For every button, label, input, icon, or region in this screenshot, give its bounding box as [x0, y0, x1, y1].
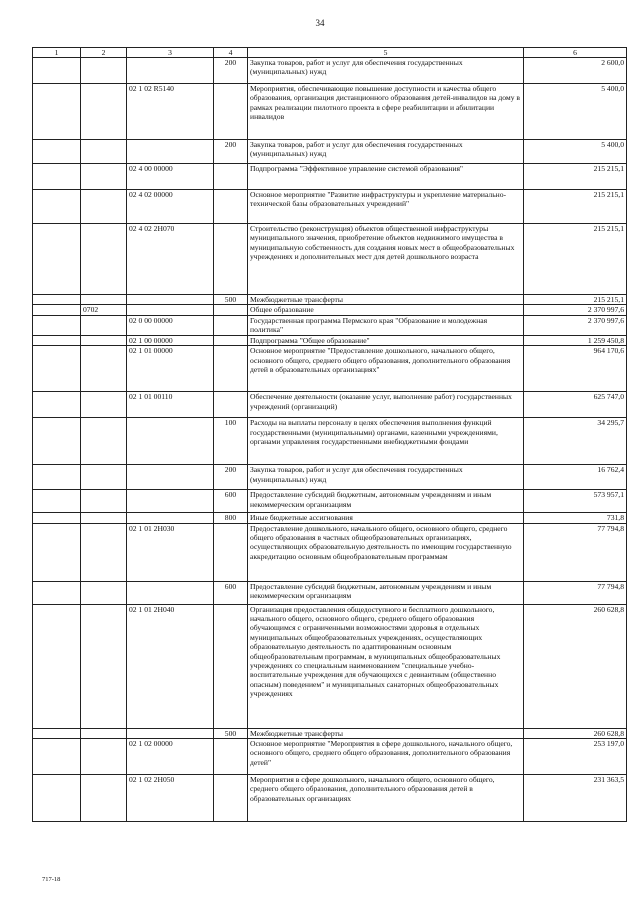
cell-empty — [33, 392, 81, 418]
table-row — [33, 190, 627, 224]
cell-empty — [33, 604, 81, 728]
cell-amount: 5 400,0 — [524, 140, 627, 164]
cell-amount: 5 400,0 — [524, 84, 627, 140]
table-row — [33, 490, 627, 513]
cell-amount: 215 215,1 — [524, 164, 627, 190]
cell-target-article: 02 1 02 2Н050 — [127, 775, 214, 822]
cell-target-article: 02 1 01 2Н040 — [127, 604, 214, 728]
table-row — [33, 140, 627, 164]
cell-section-code — [81, 295, 127, 305]
cell-description: Предоставление субсидий бюджетным, автономным учреждениям и иным некоммерческим организациям — [248, 581, 524, 604]
cell-empty — [33, 346, 81, 392]
cell-empty — [33, 465, 81, 490]
cell-expense-type — [214, 164, 248, 190]
cell-empty — [33, 728, 81, 738]
cell-target-article — [127, 58, 214, 84]
cell-empty — [33, 84, 81, 140]
cell-target-article — [127, 728, 214, 738]
cell-empty — [33, 335, 81, 345]
table-row — [33, 728, 627, 738]
cell-section-code — [81, 604, 127, 728]
table-row — [33, 465, 627, 490]
cell-target-article — [127, 513, 214, 523]
cell-expense-type — [214, 346, 248, 392]
cell-empty — [33, 315, 81, 335]
cell-empty — [33, 490, 81, 513]
table-row — [33, 523, 627, 581]
cell-empty — [33, 140, 81, 164]
cell-empty — [33, 775, 81, 822]
cell-section-code — [81, 418, 127, 465]
table-row — [33, 581, 627, 604]
cell-section-code — [81, 58, 127, 84]
cell-description: Государственная программа Пермского края "Образование и молодежная политика" — [248, 315, 524, 335]
cell-amount: 1 259 450,8 — [524, 335, 627, 345]
cell-target-article: 02 4 02 2Н070 — [127, 224, 214, 295]
cell-description: Обеспечение деятельности (оказание услуг, выполнение работ) государственных учреждений (организаций) — [248, 392, 524, 418]
cell-expense-type: 600 — [214, 581, 248, 604]
cell-target-article: 02 1 02 00000 — [127, 739, 214, 775]
column-number-row — [33, 48, 627, 58]
table-row — [33, 84, 627, 140]
cell-target-article: 02 1 00 00000 — [127, 335, 214, 345]
cell-description: Основное мероприятие "Развитие инфраструктуры и укрепление материально-технической базы образовательных учреждений" — [248, 190, 524, 224]
cell-expense-type: 200 — [214, 140, 248, 164]
cell-description: Подпрограмма "Эффективное управление системой образования" — [248, 164, 524, 190]
cell-target-article — [127, 140, 214, 164]
cell-description: Закупка товаров, работ и услуг для обеспечения государственных (муниципальных) нужд — [248, 140, 524, 164]
table-row — [33, 295, 627, 305]
cell-target-article: 02 1 01 2Н030 — [127, 523, 214, 581]
cell-empty — [33, 305, 81, 315]
cell-empty — [33, 581, 81, 604]
cell-amount: 2 370 997,6 — [524, 315, 627, 335]
cell-empty — [33, 418, 81, 465]
cell-empty — [33, 513, 81, 523]
cell-empty — [33, 224, 81, 295]
cell-amount: 215 215,1 — [524, 190, 627, 224]
cell-section-code — [81, 392, 127, 418]
cell-description: Межбюджетные трансферты — [248, 728, 524, 738]
cell-description: Межбюджетные трансферты — [248, 295, 524, 305]
cell-description: Расходы на выплаты персоналу в целях обеспечения выполнения функций государственными (муниципальными) органами, казенными учреждениями, органами управления государственными внебюджетными фондами — [248, 418, 524, 465]
budget-table — [32, 47, 627, 822]
cell-empty — [33, 739, 81, 775]
cell-description: Иные бюджетные ассигнования — [248, 513, 524, 523]
cell-section-code — [81, 465, 127, 490]
cell-section-code — [81, 728, 127, 738]
cell-expense-type — [214, 604, 248, 728]
cell-amount: 215 215,1 — [524, 295, 627, 305]
cell-section-code — [81, 581, 127, 604]
cell-amount: 16 762,4 — [524, 465, 627, 490]
cell-empty — [33, 190, 81, 224]
cell-target-article — [127, 295, 214, 305]
cell-section-code — [81, 84, 127, 140]
cell-expense-type: 100 — [214, 418, 248, 465]
cell-amount: 625 747,0 — [524, 392, 627, 418]
cell-description: Мероприятия в сфере дошкольного, начального общего, основного общего, среднего общего образования, дополнительного образования детей в образовательных организациях — [248, 775, 524, 822]
column-header: 1 — [33, 48, 81, 58]
cell-section-code: 0702 — [81, 305, 127, 315]
cell-target-article: 02 1 01 00000 — [127, 346, 214, 392]
cell-amount: 253 197,0 — [524, 739, 627, 775]
cell-expense-type — [214, 84, 248, 140]
cell-expense-type — [214, 523, 248, 581]
table-row — [33, 305, 627, 315]
budget-table-body — [33, 58, 627, 822]
table-row — [33, 346, 627, 392]
cell-empty — [33, 164, 81, 190]
column-header: 3 — [127, 48, 214, 58]
cell-description: Основное мероприятие "Предоставление дошкольного, начального общего, основного общего, среднего общего образования, дополнительного образования детей в образовательных организациях" — [248, 346, 524, 392]
cell-expense-type: 800 — [214, 513, 248, 523]
cell-description: Мероприятия, обеспечивающие повышение доступности и качества общего образования, организация дистанционного образования детей-инвалидов на дому в рамках реализации пилотного проекта в сфере реабилитации и абилитации инвалидов — [248, 84, 524, 140]
table-row — [33, 739, 627, 775]
document-code: 717-18 — [42, 876, 61, 883]
cell-description: Предоставление субсидий бюджетным, автономным учреждениям и иным некоммерческим организациям — [248, 490, 524, 513]
cell-amount: 964 170,6 — [524, 346, 627, 392]
cell-description: Закупка товаров, работ и услуг для обеспечения государственных (муниципальных) нужд — [248, 58, 524, 84]
cell-target-article — [127, 465, 214, 490]
table-row — [33, 58, 627, 84]
cell-expense-type: 200 — [214, 465, 248, 490]
page-number: 34 — [315, 18, 325, 28]
cell-section-code — [81, 775, 127, 822]
cell-expense-type — [214, 224, 248, 295]
cell-section-code — [81, 140, 127, 164]
table-row — [33, 418, 627, 465]
cell-amount: 260 628,8 — [524, 728, 627, 738]
cell-section-code — [81, 315, 127, 335]
cell-description: Общее образование — [248, 305, 524, 315]
cell-expense-type — [214, 392, 248, 418]
table-row — [33, 392, 627, 418]
cell-section-code — [81, 523, 127, 581]
table-row — [33, 604, 627, 728]
cell-expense-type — [214, 315, 248, 335]
cell-amount: 77 794,8 — [524, 581, 627, 604]
table-row — [33, 315, 627, 335]
cell-amount: 231 363,5 — [524, 775, 627, 822]
cell-amount: 573 957,1 — [524, 490, 627, 513]
cell-expense-type: 600 — [214, 490, 248, 513]
cell-description: Предоставление дошкольного, начального общего, основного общего, среднего общего образования в частных общеобразовательных организациях, осуществляющих образовательную деятельность по имеющим государственную аккредитацию основным общеобразовательным программам — [248, 523, 524, 581]
cell-amount: 215 215,1 — [524, 224, 627, 295]
cell-empty — [33, 295, 81, 305]
column-header: 6 — [524, 48, 627, 58]
cell-section-code — [81, 513, 127, 523]
cell-expense-type — [214, 335, 248, 345]
cell-expense-type: 500 — [214, 295, 248, 305]
table-row — [33, 513, 627, 523]
cell-section-code — [81, 346, 127, 392]
cell-section-code — [81, 335, 127, 345]
column-header: 2 — [81, 48, 127, 58]
cell-description: Закупка товаров, работ и услуг для обеспечения государственных (муниципальных) нужд — [248, 465, 524, 490]
cell-amount: 2 600,0 — [524, 58, 627, 84]
cell-target-article: 02 4 02 00000 — [127, 190, 214, 224]
cell-expense-type — [214, 305, 248, 315]
cell-description: Строительство (реконструкция) объектов общественной инфраструктуры муниципального значения, приобретение объектов недвижимого имущества в муниципальную собственность для создания новых мест в общеобразовательных учреждениях и дополнительных мест для детей дошкольного возраста — [248, 224, 524, 295]
table-row — [33, 335, 627, 345]
cell-target-article: 02 0 00 00000 — [127, 315, 214, 335]
cell-expense-type: 200 — [214, 58, 248, 84]
cell-target-article: 02 1 01 00110 — [127, 392, 214, 418]
cell-target-article — [127, 490, 214, 513]
cell-description: Организация предоставления общедоступного и бесплатного дошкольного, начального общего, основного общего, среднего общего образования обучающимся с ограниченными возможностями здоровья в отдельных муниципальных общеобразовательных учреждениях, осуществляющих образовательную деятельность по адаптированным основным общеобразовательным программам, в муниципальных общеобразовательных учреждениях со специальным наименованием "специальные учебно-воспитательные учреждения для обучающихся с девиантным (общественно опасным) поведением" и муниципальных санаторных общеобразовательных учреждениях — [248, 604, 524, 728]
cell-target-article: 02 1 02 R5140 — [127, 84, 214, 140]
cell-amount: 2 370 997,6 — [524, 305, 627, 315]
cell-expense-type — [214, 739, 248, 775]
table-row — [33, 775, 627, 822]
cell-target-article — [127, 418, 214, 465]
cell-amount: 77 794,8 — [524, 523, 627, 581]
table-row — [33, 224, 627, 295]
cell-expense-type: 500 — [214, 728, 248, 738]
cell-section-code — [81, 739, 127, 775]
table-row — [33, 164, 627, 190]
cell-expense-type — [214, 775, 248, 822]
cell-amount: 34 295,7 — [524, 418, 627, 465]
cell-section-code — [81, 164, 127, 190]
cell-expense-type — [214, 190, 248, 224]
cell-section-code — [81, 490, 127, 513]
cell-description: Основное мероприятие "Мероприятия в сфере дошкольного, начального общего, основного общего, среднего общего образования, дополнительного образования детей" — [248, 739, 524, 775]
cell-description: Подпрограмма "Общее образование" — [248, 335, 524, 345]
cell-empty — [33, 523, 81, 581]
cell-section-code — [81, 190, 127, 224]
column-header: 5 — [248, 48, 524, 58]
cell-amount: 731,8 — [524, 513, 627, 523]
cell-section-code — [81, 224, 127, 295]
cell-target-article — [127, 581, 214, 604]
column-header: 4 — [214, 48, 248, 58]
cell-target-article: 02 4 00 00000 — [127, 164, 214, 190]
cell-amount: 260 628,8 — [524, 604, 627, 728]
cell-target-article — [127, 305, 214, 315]
cell-empty — [33, 58, 81, 84]
